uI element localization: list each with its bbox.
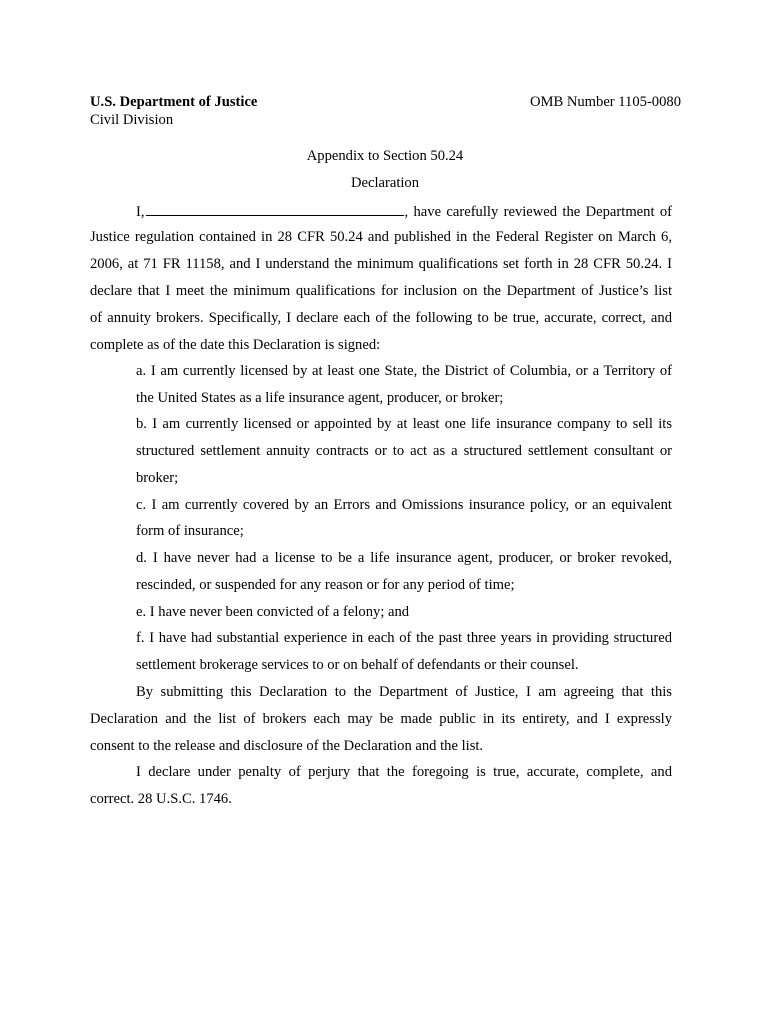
intro-line: complete as of the date this Declaration is signed: — [90, 337, 381, 353]
intro-line: Justice regulation contained in 28 CFR 50.24 and published in the Federal Register on March 6, — [90, 229, 672, 245]
item-f-line: settlement brokerage services to or on behalf of defendants or their counsel. — [136, 657, 579, 673]
item-b-line: structured settlement annuity contracts or to act as a structured settlement consultant or — [136, 443, 672, 459]
intro-lead: I, — [136, 204, 145, 220]
intro-after-blank: , have carefully reviewed the Department of — [404, 204, 672, 220]
item-a-line: the United States as a life insurance agent, producer, or broker; — [136, 390, 504, 406]
item-d-line: d. I have never had a license to be a life insurance agent, producer, or broker revoked, — [136, 550, 672, 566]
intro-line: 2006, at 71 FR 11158, and I understand the minimum qualifications set forth in 28 CFR 50.24. I — [90, 256, 672, 272]
item-c-line: c. I am currently covered by an Errors and Omissions insurance policy, or an equivalent — [136, 497, 672, 513]
appendix-title: Appendix to Section 50.24 — [306, 148, 464, 164]
item-c-line: form of insurance; — [136, 523, 244, 539]
item-f-line: f. I have had substantial experience in each of the past three years in providing structured — [136, 630, 672, 646]
agency-name: U.S. Department of Justice — [90, 94, 258, 110]
intro-line: of annuity brokers. Specifically, I declare each of the following to be true, accurate, correct, and — [90, 310, 672, 326]
item-b-line: broker; — [136, 470, 179, 486]
item-d-line: rescinded, or suspended for any reason or for any period of time; — [136, 577, 515, 593]
consent-line: consent to the release and disclosure of the Declaration and the list. — [90, 738, 484, 754]
division-name: Civil Division — [90, 112, 174, 128]
intro-first-line — [136, 201, 672, 221]
declaration-title: Declaration — [350, 175, 420, 191]
intro-line: declare that I meet the minimum qualifications for inclusion on the Department of Justice’s list — [90, 283, 672, 299]
perjury-line: I declare under penalty of perjury that the foregoing is true, accurate, complete, and — [136, 764, 672, 780]
perjury-line: correct. 28 U.S.C. 1746. — [90, 791, 232, 807]
item-a-line: a. I am currently licensed by at least one State, the District of Columbia, or a Territory of — [136, 363, 672, 379]
omb-number: OMB Number 1105-0080 — [529, 94, 681, 110]
consent-line: Declaration and the list of brokers each may be made public in its entirety, and I expressly — [90, 711, 672, 727]
item-e-line: e. I have never been convicted of a felony; and — [136, 604, 410, 620]
consent-line: By submitting this Declaration to the Department of Justice, I am agreeing that this — [136, 684, 672, 700]
name-blank-field[interactable] — [146, 201, 404, 216]
item-b-line: b. I am currently licensed or appointed by at least one life insurance company to sell its — [136, 416, 672, 432]
